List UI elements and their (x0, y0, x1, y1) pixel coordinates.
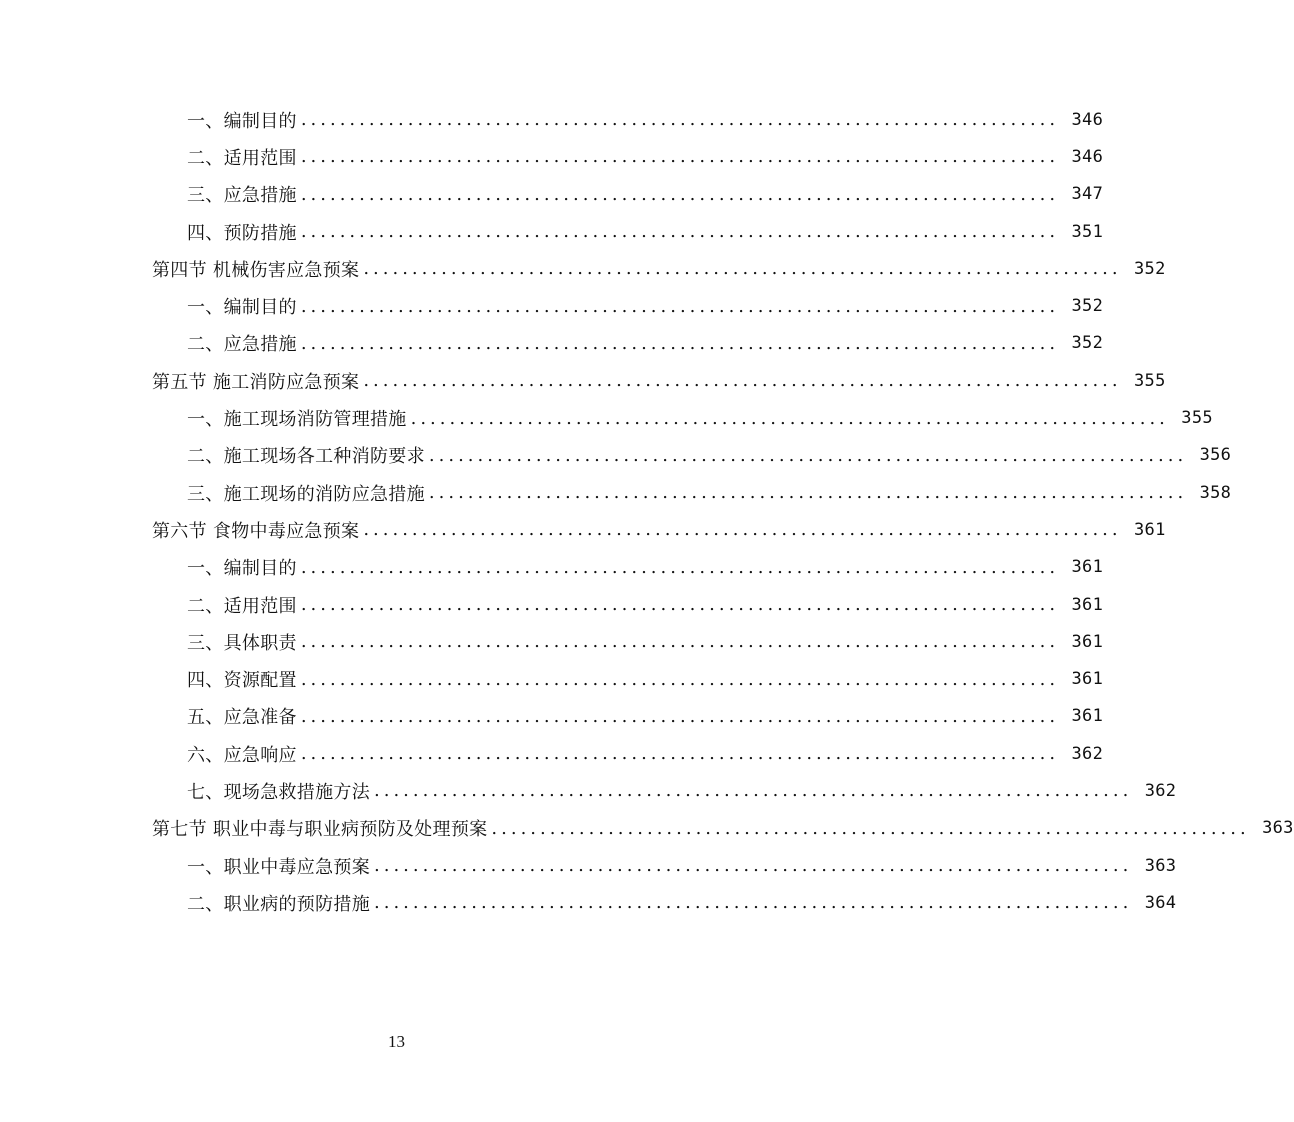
toc-entry[interactable] (0, 698, 1104, 735)
toc-dot-leader: .............................................................................. (374, 892, 1133, 914)
toc-entry-page: 352 (1134, 258, 1166, 279)
toc-entry-title: 一、编制目的 (187, 297, 297, 319)
toc-entry-page: 362 (1144, 780, 1177, 801)
toc-dot-leader: .............................................................................. (300, 109, 1060, 131)
toc-entry-title: 第五节 施工消防应急预案 (152, 371, 360, 393)
toc-dot-leader: .............................................................................. (363, 370, 1122, 392)
toc-dot-leader: .............................................................................. (428, 482, 1188, 504)
toc-entry[interactable] (0, 138, 1104, 175)
toc-dot-leader: .............................................................................. (374, 855, 1133, 877)
table-of-contents (0, 101, 1294, 922)
toc-entry[interactable] (0, 437, 1232, 474)
toc-entry-title: 二、职业病的预防措施 (187, 893, 370, 915)
toc-entry[interactable] (0, 623, 1104, 660)
toc-entry-page: 361 (1071, 706, 1104, 727)
toc-dot-leader: .............................................................................. (300, 332, 1060, 354)
toc-dot-leader: .............................................................................. (300, 183, 1060, 205)
toc-entry-page: 355 (1134, 370, 1166, 391)
toc-entry[interactable] (0, 660, 1104, 697)
toc-entry-page: 346 (1071, 146, 1104, 167)
toc-dot-leader: .............................................................................. (300, 705, 1060, 727)
toc-entry-title: 二、应急措施 (187, 334, 297, 356)
toc-entry[interactable] (0, 213, 1104, 250)
toc-entry-page: 347 (1071, 184, 1104, 205)
toc-entry-title: 第六节 食物中毒应急预案 (152, 520, 360, 542)
toc-entry[interactable] (0, 735, 1104, 772)
toc-section-entry[interactable] (0, 810, 1294, 847)
toc-entry-title: 一、职业中毒应急预案 (187, 856, 370, 878)
toc-entry-title: 四、预防措施 (187, 222, 297, 244)
toc-entry-title: 三、应急措施 (187, 185, 297, 207)
toc-entry[interactable] (0, 586, 1104, 623)
toc-entry[interactable] (0, 287, 1104, 324)
toc-entry-title: 五、应急准备 (187, 707, 297, 729)
toc-dot-leader: .............................................................................. (300, 556, 1060, 578)
toc-entry-title: 六、应急响应 (187, 744, 297, 766)
toc-entry-page: 361 (1071, 669, 1104, 690)
toc-entry-page: 364 (1144, 892, 1177, 913)
toc-entry[interactable] (0, 325, 1104, 362)
toc-dot-leader: .............................................................................. (491, 817, 1250, 839)
toc-entry[interactable] (0, 772, 1177, 809)
toc-entry-page: 356 (1199, 445, 1232, 466)
toc-entry-page: 352 (1071, 333, 1104, 354)
toc-entry-title: 四、资源配置 (187, 670, 297, 692)
toc-entry-title: 第四节 机械伤害应急预案 (152, 259, 360, 281)
toc-dot-leader: .............................................................................. (300, 631, 1060, 653)
toc-dot-leader: .............................................................................. (300, 668, 1060, 690)
toc-entry-title: 三、具体职责 (187, 632, 297, 654)
toc-entry-page: 358 (1199, 482, 1232, 503)
toc-entry-page: 361 (1071, 557, 1104, 578)
toc-entry-title: 七、现场急救措施方法 (187, 781, 370, 803)
toc-entry-page: 352 (1071, 296, 1104, 317)
toc-entry-title: 二、施工现场各工种消防要求 (187, 446, 425, 468)
toc-entry-page: 361 (1071, 594, 1104, 615)
toc-entry-page: 361 (1134, 519, 1166, 540)
toc-section-entry[interactable] (0, 362, 1166, 399)
toc-dot-leader: .............................................................................. (300, 146, 1060, 168)
toc-entry-title: 一、编制目的 (187, 558, 297, 580)
toc-dot-leader: .............................................................................. (410, 407, 1169, 429)
toc-entry[interactable] (0, 474, 1232, 511)
toc-entry-title: 第七节 职业中毒与职业病预防及处理预案 (152, 819, 488, 841)
toc-dot-leader: .............................................................................. (300, 221, 1060, 243)
toc-section-entry[interactable] (0, 511, 1166, 548)
toc-entry[interactable] (0, 884, 1177, 921)
toc-dot-leader: .............................................................................. (300, 594, 1060, 615)
toc-dot-leader: .............................................................................. (374, 780, 1133, 802)
toc-dot-leader: .............................................................................. (363, 519, 1122, 541)
toc-entry-page: 346 (1071, 109, 1104, 130)
toc-dot-leader: .............................................................................. (300, 743, 1060, 765)
toc-entry-title: 一、编制目的 (187, 110, 297, 132)
toc-entry[interactable] (0, 399, 1213, 436)
toc-entry-page: 362 (1071, 743, 1104, 764)
toc-entry-title: 二、适用范围 (187, 147, 297, 169)
toc-section-entry[interactable] (0, 250, 1166, 287)
toc-dot-leader: .............................................................................. (300, 295, 1060, 317)
toc-entry[interactable] (0, 847, 1177, 884)
toc-entry-title: 三、施工现场的消防应急措施 (187, 483, 425, 505)
toc-entry-page: 355 (1181, 408, 1213, 429)
toc-dot-leader: .............................................................................. (363, 258, 1122, 280)
toc-entry[interactable] (0, 549, 1104, 586)
toc-entry[interactable] (0, 101, 1104, 138)
toc-entry-page: 361 (1071, 631, 1104, 652)
toc-entry-page: 363 (1262, 818, 1294, 839)
page-number: 13 (388, 1032, 405, 1051)
toc-dot-leader: .............................................................................. (428, 444, 1188, 466)
toc-entry-title: 二、适用范围 (187, 595, 297, 617)
toc-entry-page: 351 (1071, 221, 1104, 242)
toc-entry-page: 363 (1144, 855, 1177, 876)
toc-entry[interactable] (0, 176, 1104, 213)
toc-entry-title: 一、施工现场消防管理措施 (187, 409, 407, 431)
